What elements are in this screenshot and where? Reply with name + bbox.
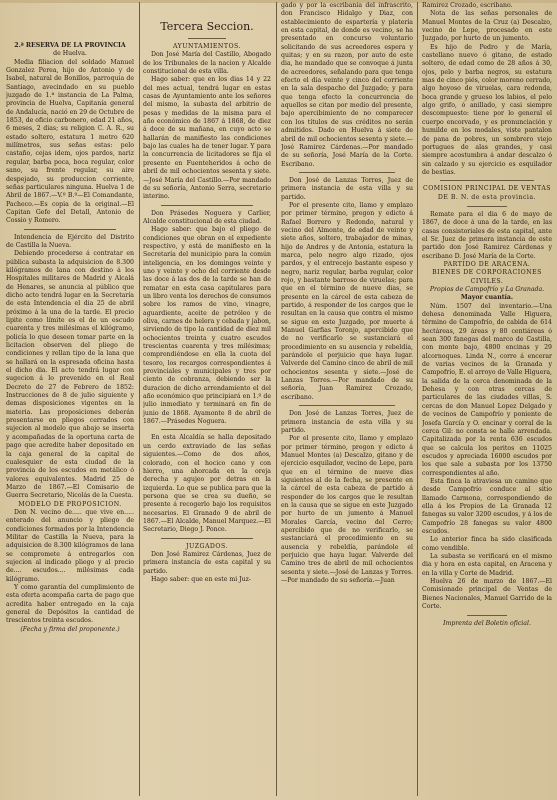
divider bbox=[161, 429, 253, 430]
divider bbox=[440, 180, 534, 181]
divider bbox=[299, 405, 395, 406]
model-text-2: Y como garantía del cumplimiento de esta oferta acompaña carta de pago que acredita haber entregado en la caja general de Depósitos la cantidad de trescientos treinta escudos. bbox=[6, 584, 134, 625]
finca-text: Núm. 1507 del inventario.—Una dehesa denominada Valle Higuera, término de Campofrío, de cabida de 614 hectáreas, 29 áreas y 80 centiáreas ó sean 300 fanegas del marco de Castilla, con monte bajo, 4800 encinas y 29 alcornoques. Linda N., corre á encerar de varias vecinos de la Granada y Campofrío, E. el arroyo de Valle Higuera, la salida de la cerca denominada de la Dehesa y con otras cercas de particulares de las ciudades villas, S. cercas de don Manuel Lopez Delgado y de vecinos de Campofrío y poniente de Josefa García y O. encinar y corral de la cerca Gil: no consta se halle arrendada. Capitalizada por la renta 636 escudos que se calcula los peritos en 11025 escudos y apreciada 16000 escudos por los que sale a subasta por los 13750 correspondientes al año. bbox=[422, 302, 552, 477]
finca-text-3: Lo anterior finca ha sido clasificada como vendible. bbox=[422, 536, 552, 552]
column-2 bbox=[143, 20, 271, 800]
divider bbox=[299, 172, 395, 173]
column-rule bbox=[417, 2, 418, 796]
reserve-header: 2.ª RESERVA DE LA PROVINCIA bbox=[14, 42, 126, 49]
ayuntamientos-heading: AYUNTAMIENTOS. bbox=[172, 43, 242, 50]
notice-2-text: Hago saber: que bajo el pliego de condiciones que obran en el expediente respectivo, y está de manifiesto en la Secretaría del municipio para la común inteligencia, en los domingos veinte y uno y veinte y ocho del corriente desde las doce á las dos de la tarde se han de rematar en esta casa capitulares para un libro venta los derechos de consumos sobre los ramos de vino, vinagre, aguardiente, aceite de petróleo y de oliva, carnes de helera y cebada y jabon, sirviendo de tipo la cantidad de diez mil ochocientos treinta y cuatro escudos trescientas cuarenta y tres milésimas; comprendiéndose en ella la cuota del tesoro, los recargos correspondientes á provinciales y municipales y tres por ciento de cobranza, debiendo ser la duracion de dicho arrendamiento el del año económico que principiará en 1.º de julio inmediato y terminará en fin de junio de 1868. Ayamonte 8 de abril de 1867.—Prásedes Noguera. bbox=[143, 226, 271, 426]
notice-5-heading: Don José de Lanzas Torres, Juez de primera instancia de esta villa y su partido. bbox=[281, 176, 413, 201]
finca-text-2: Esta finca la atraviesa un camino que desde Campofrío conduce al sitio llamado Carmona, correspondiendo de ella á los Propios de La Granada 12 fanegas su valor 3200 escudos, y á los de Campofrío 28 fanegas su valor 4800 escudos. bbox=[422, 477, 552, 535]
divider bbox=[24, 229, 116, 230]
divider bbox=[161, 205, 253, 206]
reserve-subheader: de Huelva. bbox=[53, 50, 87, 58]
filiation-text: Media filiacion del soldado Manuel Gonzalez Perea, hijo de Antonio y de Isabel, natural de Bonillos, parroquia de Santiago, avecindado en su pueblo juzgado de 1.ª instancia de La Palma, provincia de Huelva, Capitanía general de Andalucía, nació en 29 de Octubre de 1853, de oficio carbonero, edad 21 años, 6 meses, 2 dias; su religion C. A. R., su estado soltero, estatura 1 metro 620 milímetros, sus señas estas: pelo castaño, cejas idem, ojos pardos, nariz regular, barba poca, boca regular, color sano, su frente regular, su aire despejado, su produccion corriente, señas particulares ninguna. Huelva 1 de Abril de 1867.—V.º B.º—El Comandante, Pacheco.—Es copia de la original.—El Capitan Gefe del Detall, Antonio de Cossio y Romero. bbox=[6, 58, 134, 225]
mayor-cuantia-heading: Mayor cuantía. bbox=[460, 294, 514, 302]
finca-text-4: La subasta se verificará en el mismo dia y hora en esta capital, en Aracena y en la villa y Corte de Madrid. bbox=[422, 553, 552, 577]
remate-text: Remate para el dia 6 de mayo de 1867, de doce á una de la tarde, en las casas consistoriales de esta capital, ante el Sr. Juez de primera instancia de este partido don José Ramirez Cárdenas y escribano D. José María de la Corte. bbox=[422, 210, 552, 260]
comision-heading: COMISION PRINCIPAL DE VENTAS DE B. N. de esta provincia. bbox=[422, 185, 552, 201]
bienes-heading: BIENES DE CORPORACIONES bbox=[432, 269, 542, 277]
bienes-subheading: CIVILES. bbox=[470, 277, 504, 285]
model-text: Don N. vecino de..... que vive en..... enterado del anuncio y pliego de condiciones formados por la Intendencia Militar de Castilla la Nueva, para la adquisicion de 8.300 kilógramos de lana se compromete á entregarlos con sujecion al indicado pliego y al precio de.... escudos.... milésimas cada kilógramo. bbox=[6, 508, 134, 583]
juzgados-heading: JUZGADOS. bbox=[186, 542, 228, 550]
notice-4-continued: gado y por la escribanía del infrascrito, don Francisco Hidalgo y Diaz, con establecimiento de espartería y platería en esta capital, de donde es vecino, se ha presentado en concurso voluntario solicitando de sus acreedores espera y quitas; y en su razon, por auto de este dia, he mandado que se convoque á junta de acreedores, señalando para que tenga efecto el dia veinte y cinco del corriente en la sala despacho del Juzgado; y para que tenga efecto la concurrencia de aquellos se citan por medio del presente, bajo apercibimiento de no comparecer con los títulos de sus créditos no serán admitidos. Dado en Huelva á siete de abril de mil ochocientos sesenta y siete.—José Ramirez Cárdenas.—Por mandado de su señoría, José María de la Corte. Escribano. bbox=[281, 2, 413, 168]
finca-text-5: Huelva 26 de marzo de 1867.—El Comisionado principal de Ventas de Bienes Nacionales, Manuel Garrido de la Corte. bbox=[422, 578, 552, 611]
intendencia-text: Debiendo procederse á contratar en pública subasta la adquisicion de 8.300 kilógramos de lana con destino á los Hospitales militares de Madrid y Alcalá de Henares, se anuncia al público que dicho acto tendrá lugar en la Secretaría de esta Intendencia el dia 25 de abril próximo á la una de la tarde. El precio lipite como límite es el de un escudo cuarenta y tres milésimas el kilógramo, policía lo que deseen tomar parte en la licitacion observen del pliego de condiciones y rellan tipo de la lana que se hallará en la espresada oficina hasta el dicho dia. El acto tendrá lugar con sugecion á lo prevenido en el Real Decreto de 27 de Febrero de 1852: Instrucciones de 8 de julio siguiente y demas disposiciones vigentes en la materia. Las proposiciones deberán presentarse en pliegos cerrados con sujecion al modelo que abajo se inserta y acompañadas de la oportuna carta de pago que acredite haber depositado en la caja general de la capital de cualesquier de esta ciudad de la provincia de los escudos en metálico ó valores equivalentes. Madrid 25 de Marzo de 1867.—El Comisario de Guerra Secretario, Nicolás de la Cuesta. bbox=[6, 250, 134, 500]
column-4 bbox=[422, 2, 552, 800]
intendencia-title: Intendencia de Ejército del Distrito de Castilla la Nueva. bbox=[6, 233, 134, 249]
imprint: Imprenta del Boletin oficial. bbox=[443, 620, 531, 628]
model-title: MODELO DE PROPOSICION. bbox=[18, 500, 122, 508]
notice-6-heading: Don José de Lanzas Torres, Juez de primera instancia de esta villa y su partido. bbox=[281, 410, 413, 434]
notice-6-text: Por el presente cito, llamo y emplazo por primer término, pregon y edicto á Manuel Montes (a) Descalzo, gitano y de ejercicio esquilador, vecino de Lepe, para que en el término de nueve dias siguientes al de la fecha, se presente en la cárcel de esta cabeza de partido á responder de los cargos que le resultan en la causa que se sigue en este Juzgado por hurto de un jumento á Manuel Morales García, vecino del Cerro; apercibido que de no verificarlo, se sustanciará el procedimiento en su ausencia y rebeldía, parándole el perjuicio que haya lugar. Valverde del Camino tres de abril de mil ochocientos sesenta y siete.—José de Lanzas y Torres.—Por mandado de su señoría.—Juan bbox=[281, 435, 413, 585]
notice-6-continued: Ramirez Crozado, escribano. bbox=[422, 2, 513, 9]
column-rule bbox=[276, 2, 277, 796]
notice-4-heading: Don José Ramirez Cárdenas, Juez de primera instancia de esta capital y su partido. bbox=[143, 550, 271, 575]
notice-2-heading: Don Prásedes Noguera y Carlier, Alcalde constitucional de esta ciudad. bbox=[143, 209, 271, 225]
notice-4-text: Hago saber: que en este mi Juz- bbox=[151, 575, 252, 583]
notice-5-text: Por el presente cito, llamo y emplazo por primer término, pregon y edicto á Rafael Borrero y Redondo, natural y vecino del Almonte, de edad de veinte y siete años, soltero, trabajador de minas, hijo de Andres y de Antonia, estatura la marca, pelo negro algo rizado, ojos pardos, y el entrecejo bastante espeso y negro, nariz regular, barba regular, color rojo, y bastante barroso de viruelas; para que en el término de nueve dias, se presente en la cárcel de esta cabeza de partido, á responder de los cargos que le resultan en la causa que contra el mismo se sigue en este Juzgado, por muerte á Manuel Garfias Toronjo, apercibido que de no verificarlo se sustanciará el procedimiento en su ausencia y rebeldía, parándole el perjuicio que haya lugar. Valverde del Camino cinco de abril de mil ochocientos sesenta y siete.—José de Lanzas Torres.—Por mandado de su señoría, Juan Ramirez Crozado, escribano. bbox=[281, 201, 413, 401]
notice-1-heading: Don José María del Castillo, Abogado de los Tribunales de la nacion y Alcalde constitucional de esta villa. bbox=[143, 51, 271, 76]
section-title: Tercera Seccion. bbox=[160, 20, 254, 33]
description-intro: Nota de las señas personales de Manuel Montes de la Cruz (a) Descalzo, vecino de Lepe, procesado en este Juzgado, por hurto de un jumento. bbox=[422, 10, 552, 43]
notice-1-text: Hago saber: que en los dias 14 y 22 del mes actual, tendrá lugar en estas casas de Ayuntamiento ante los señores del mismo, la subasta del arbitrio de pesas y medidas de la misma para el año económico de 1867 á 1868, de diez á doce de su mañana, en cuyo acto se hallarán de manifiesto las condiciones bajo las cuales ha de tener lugar. Y para la concurrencia de licitadores se fija el presente en Fuenteheridos á ocho de abril de mil ochocientos sesenta y siete.—José María del Castillo.—Por mandado de su señoría, Antonio Serra, secretario interino. bbox=[143, 76, 271, 201]
column-1 bbox=[6, 42, 134, 800]
description-text: Es hijo de Pedro y de María, castellano nuevo ó gitano, de estado soltero, de edad como de 28 años á 30, ojos, pelo y barba negros, su estatura mas de cinco piés, color moreno cerrado, algo hoyoso de viruelas, cara redonda, boca grande y grueso los labios, el pelo algo grifo, ó anillado, y casi siempre descompuesto: tiene por lo general el cuerpo encorvado, y es pronunciación y humilde en los modales, viste pantalon de pana de pobres, un sombrero viejo portugues de alas grandes, y casi siempre acostumbra á andar descalzo ó sin calzado y su ejercicio es esquilador de bestias. bbox=[422, 43, 552, 176]
notice-3-text: En esta Alcaldía se halla depositado un cerdo extraviado de las señas siguientes.—Como de dos años, colorado, con el hocico cano y con hierro, una ahorcada en la oreja derecha y agujeo por detras en la izquierda. Lo que se publica para que la persona que se crea su dueño, se presente á recogerlo bajo los requisitos necesarios. El Granado 9 de abril de 1867.—El Alcalde, Manuel Marquez.—El Secretario, Diego J. Ponce. bbox=[143, 434, 271, 534]
partido-heading: PARTIDO DE ARACENA. bbox=[443, 260, 531, 268]
divider bbox=[161, 538, 253, 539]
divider bbox=[188, 38, 226, 39]
divider bbox=[467, 206, 507, 207]
propios-heading: Propios de Campofrío y La Granada. bbox=[429, 286, 545, 293]
column-rule bbox=[139, 2, 140, 796]
model-signature: (Fecha y firma del proponente.) bbox=[20, 625, 120, 633]
divider bbox=[467, 615, 507, 616]
column-3 bbox=[281, 2, 413, 800]
